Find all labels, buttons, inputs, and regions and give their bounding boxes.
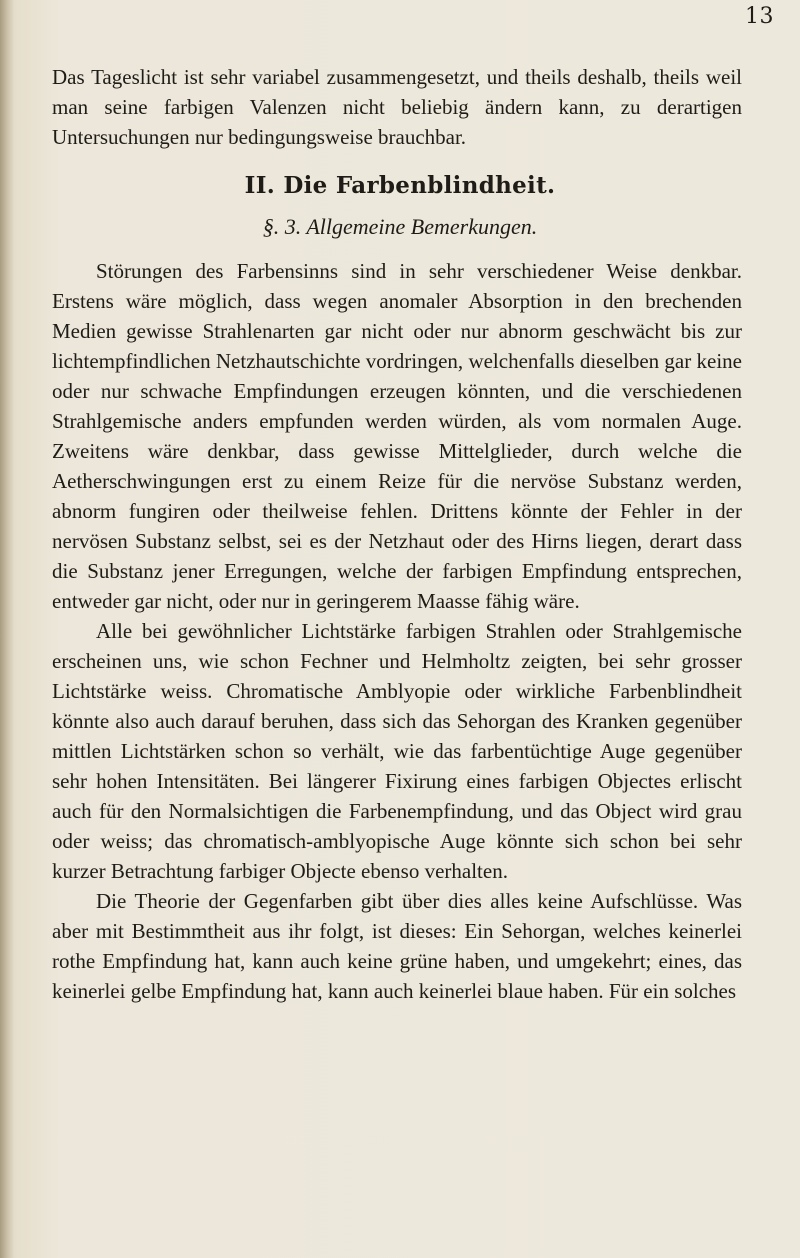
body-text (52, 256, 742, 1006)
paragraph-stoerungen: Störungen des Farbensinns sind in sehr verschiedener Weise denkbar. Erstens wäre möglich, dass wegen anomaler Absorption in den brechenden Medien gewisse Strahlenarten gar nicht oder nur abnorm geschwächt bis zur lichtempfindlichen Netzhautschichte vordringen, welchenfalls dieselben gar keine oder nur schwache Empfindungen erzeugen könnten, und die verschiedenen Strahlgemische anders empfunden werden würden, als vom normalen Auge. Zweitens wäre denkbar, dass gewisse Mittelglieder, durch welche die Aetherschwingungen erst zu einem Reize für die nervöse Substanz werden, abnorm fungiren oder theilweise fehlen. Drittens könnte der Fehler in der nervösen Substanz selbst, sei es der Netzhaut oder des Hirns liegen, derart dass die Substanz jener Erregungen, welche der farbigen Empfindung entsprechen, entweder gar nicht, oder nur in geringerem Maasse fähig wäre. (52, 259, 742, 613)
intro-paragraph: Das Tageslicht ist sehr variabel zusammengesetzt, und theils deshalb, theils weil man seine farbigen Valenzen nicht beliebig ändern kann, zu derartigen Untersuchungen nur bedingungsweise brauchbar. (52, 65, 742, 149)
chapter-heading: II. Die Farbenblindheit. (244, 172, 556, 199)
section-heading: §. 3. Allgemeine Bemerkungen. (262, 214, 538, 239)
intro-paragraph-block (52, 62, 742, 152)
paragraph-gegenfarben: Die Theorie der Gegenfarben gibt über dies alles keine Aufschlüsse. Was aber mit Bestimmtheit aus ihr folgt, ist dieses: Ein Sehorgan, welches keinerlei rothe Empfindung hat, kann auch keine grüne haben, und umgekehrt; eines, das keinerlei gelbe Empfindung hat, kann auch keinerlei blaue haben. Für ein solches (52, 889, 742, 1003)
paragraph-lichtstaerke: Alle bei gewöhnlicher Lichtstärke farbigen Strahlen oder Strahlgemische erscheinen uns, wie schon Fechner und Helmholtz zeigten, bei sehr grosser Lichtstärke weiss. Chromatische Amblyopie oder wirkliche Farbenblindheit könnte also auch darauf beruhen, dass sich das Sehorgan des Kranken gegenüber mittlen Lichtstärken schon so verhält, wie das farbentüchtige Auge gegenüber sehr hohen Intensitäten. Bei längerer Fixirung eines farbigen Objectes erlischt auch für den Normalsichtigen die Farbenempfindung, und das Object wird grau oder weiss; das chromatisch-amblyopische Auge könnte sich schon bei sehr kurzer Betrachtung farbiger Objecte ebenso verhalten. (52, 619, 742, 883)
page-number: 13 (745, 4, 774, 29)
